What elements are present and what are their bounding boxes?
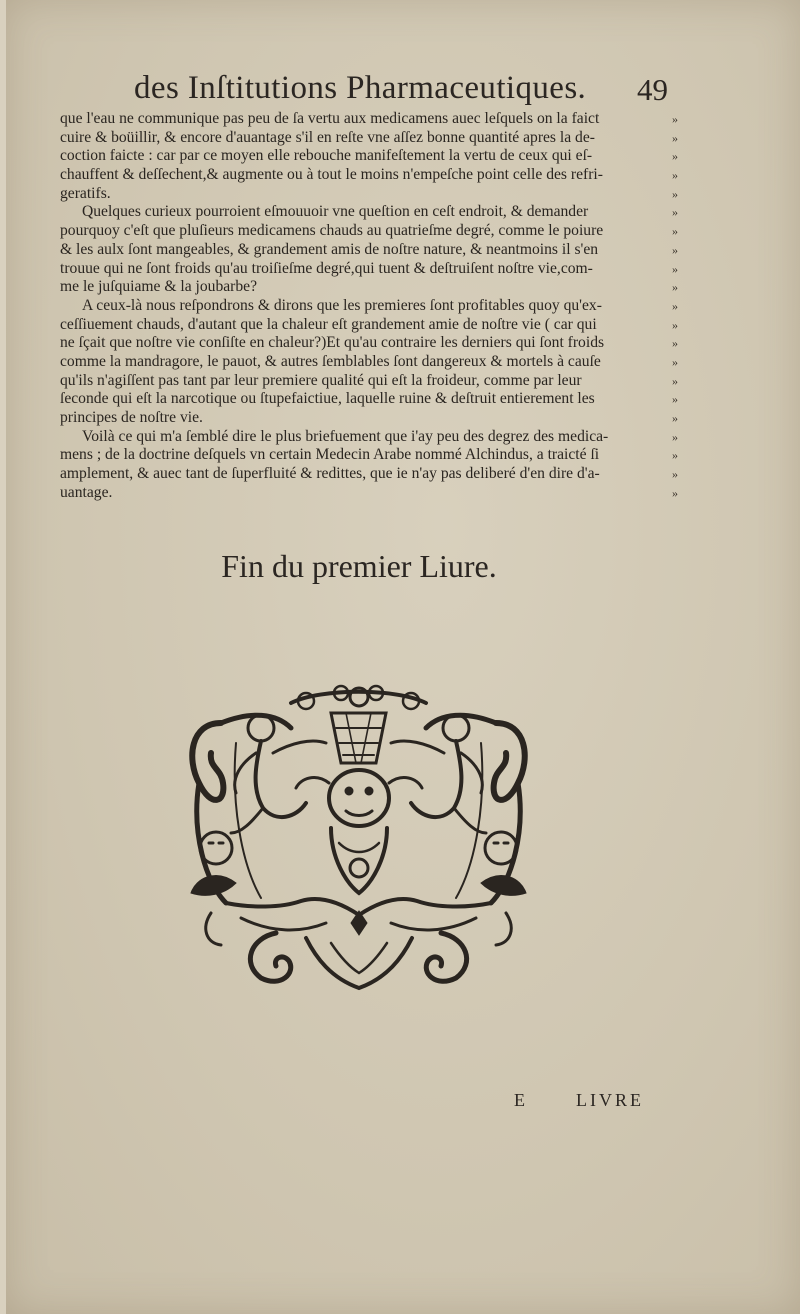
text-line-content: trouue qui ne ſont froids qu'au troiſieſme degré,qui tuent & deſtruiſent noſtre vie,com- xyxy=(60,259,593,277)
text-line-content: cuire & boüillir, & encore d'auantage s'il en reſte vne aſſez bonne quantité apres la de- xyxy=(60,128,595,146)
text-line xyxy=(60,352,678,372)
quotation-mark: » xyxy=(672,354,678,369)
text-line xyxy=(60,259,678,279)
quotation-mark: » xyxy=(672,168,678,183)
text-line xyxy=(60,296,678,316)
quotation-mark: » xyxy=(672,186,678,201)
text-line-content: que l'eau ne communique pas peu de ſa vertu aux medicamens auec leſquels on la faict xyxy=(60,110,600,127)
quotation-mark: » xyxy=(672,373,678,388)
quotation-mark: » xyxy=(672,336,678,351)
text-line-content: mens ; de la doctrine deſquels vn certain Medecin Arabe nommé Alchindus, a traicté ſi xyxy=(60,446,600,464)
ornamental-tailpiece-icon xyxy=(181,683,536,998)
text-line xyxy=(60,315,678,335)
quotation-mark: » xyxy=(672,298,678,313)
text-line-content: Quelques curieux pourroient eſmouuoir vne queſtion en ceſt endroit, & demander xyxy=(82,203,589,221)
text-line-content: qu'ils n'agiſſent pas tant par leur premiere qualité qui eſt la froideur, comme par leur xyxy=(60,371,582,389)
quotation-mark: » xyxy=(672,485,678,500)
text-line-content: amplement, & auec tant de ſuperfluité & redittes, que ie n'ay pas deliberé d'en dire d'a- xyxy=(60,465,600,483)
text-line xyxy=(60,465,678,484)
text-line-content: A ceux-là nous reſpondrons & dirons que les premieres ſont profitables quoy qu'ex- xyxy=(82,296,602,314)
text-line xyxy=(60,334,678,353)
text-line xyxy=(60,483,678,503)
text-line-content: Voilà ce qui m'a ſemblé dire le plus briefuement que i'ay peu des degrez des medica- xyxy=(82,427,609,445)
text-line xyxy=(60,409,678,428)
quotation-mark: » xyxy=(672,392,678,407)
text-line-content: pourquoy c'eſt que pluſieurs medicamens chauds au quatrieſme degré, comme le poiure xyxy=(60,222,604,240)
text-line xyxy=(60,203,678,222)
quotation-mark: » xyxy=(672,112,678,126)
text-line xyxy=(60,128,678,148)
quotation-mark: » xyxy=(672,130,678,145)
page-number: 49 xyxy=(637,72,668,107)
page-header xyxy=(134,70,674,114)
quotation-mark: » xyxy=(672,205,678,220)
text-line-content: ſeconde qui eſt la narcotique ou ſtupefaictiue, laquelle ruine & deſtruit entierement les xyxy=(60,390,595,408)
book-page xyxy=(6,0,800,1314)
quotation-mark: » xyxy=(672,467,678,482)
text-line-content: coction faicte : car par ce moyen elle rebouche manifeſtement la vertu de ceux qui eſ- xyxy=(60,147,593,165)
text-line-content: & les aulx ſont mangeables, & grandement amis de noſtre nature, & neantmoins il s'en xyxy=(60,240,599,258)
text-line-content: uantage. xyxy=(60,483,113,501)
text-line-content: principes de noſtre vie. xyxy=(60,409,203,426)
text-line-content: comme la mandragore, le pauot, & autres ſemblables ſont dangereux & mortels à cauſe xyxy=(60,352,601,370)
quotation-mark: » xyxy=(672,242,678,257)
catchword: LIVRE xyxy=(576,1090,644,1110)
text-line-content: chauffent & deſſechent,& augmente ou à tout le moins n'empeſche point celle des refri- xyxy=(60,166,603,184)
text-line xyxy=(60,240,678,260)
quotation-mark: » xyxy=(672,429,678,444)
text-line xyxy=(60,446,678,465)
quotation-mark: » xyxy=(672,448,678,463)
quotation-mark: » xyxy=(672,261,678,276)
quotation-mark: » xyxy=(672,149,678,164)
text-line xyxy=(60,147,678,166)
text-line-content: ne ſçait que noſtre vie conſiſte en chaleur?)Et qu'au contraire les derniers qui ſont froids xyxy=(60,334,605,352)
quotation-mark: » xyxy=(672,224,678,239)
quotation-mark: » xyxy=(672,280,678,295)
quotation-mark: » xyxy=(672,411,678,425)
page-footer xyxy=(514,1090,674,1116)
running-title: des Inſtitutions Pharmaceutiques. xyxy=(134,70,587,106)
signature-mark: E xyxy=(514,1090,528,1110)
text-line-content: geratifs. xyxy=(60,184,111,202)
text-line xyxy=(60,427,678,447)
text-line xyxy=(60,110,678,129)
text-line xyxy=(60,390,678,409)
text-line-content: ceſſiuement chauds, d'autant que la chaleur eſt grandement amie de noſtre vie ( car qui xyxy=(60,315,597,333)
text-line xyxy=(60,222,678,241)
text-line xyxy=(60,166,678,185)
quotation-mark: » xyxy=(672,317,678,332)
body-text xyxy=(60,110,678,502)
text-line xyxy=(60,371,678,391)
text-line xyxy=(60,184,678,204)
text-line xyxy=(60,278,678,297)
text-line-content: me le juſquiame & la joubarbe? xyxy=(60,278,258,296)
colophon: Fin du premier Liure. xyxy=(221,548,497,584)
